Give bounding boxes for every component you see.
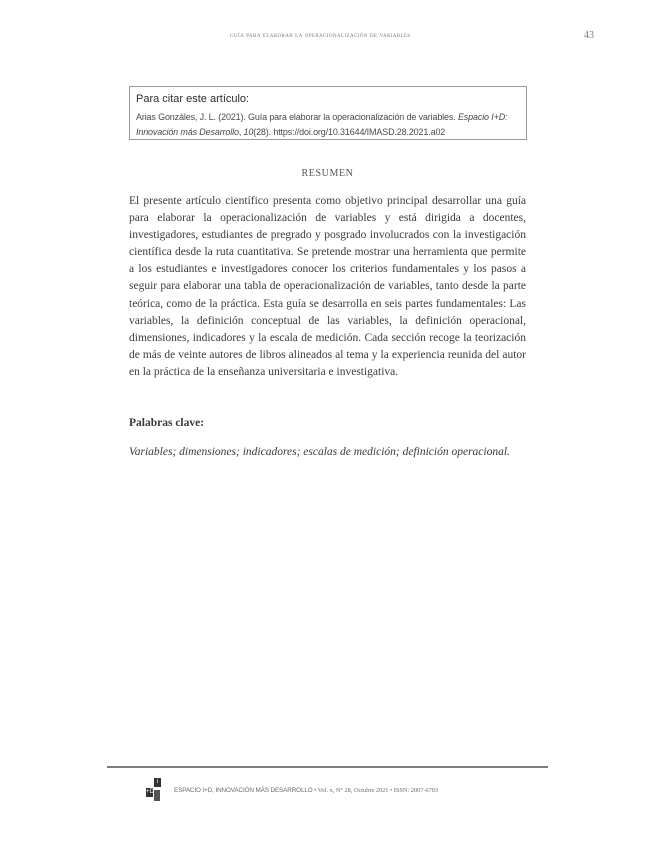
logo-square-bottom	[154, 790, 160, 801]
keywords-text: Variables; dimensiones; indicadores; escalas de medición; definición operacional.	[129, 446, 510, 458]
abstract-heading: RESUMEN	[301, 168, 354, 179]
footer-rule	[107, 766, 548, 768]
citation-volume: 10	[243, 127, 254, 137]
logo-square-left: +D	[146, 789, 154, 795]
running-head: guía para elaborar la operacionalización de variables	[230, 31, 411, 39]
citation-box	[129, 86, 527, 140]
citation-text	[136, 110, 521, 140]
citation-journal: Espacio I+D: Innovación más Desarrollo	[136, 112, 508, 137]
footer-text	[174, 787, 438, 794]
citation-authors: Arias Gonzáles, J. L. (2021). Guía para elaborar la operacionalización de variables.	[136, 112, 458, 122]
logo-square-top: i	[154, 778, 161, 787]
footer-volume: • Vol. x, N° 28, Octubre 2021	[314, 787, 389, 794]
footer-issn: • ISSN: 2007-6703	[390, 787, 439, 794]
citation-doi: (28). https://doi.org/10.31644/IMASD.28.2021.a02	[253, 127, 446, 137]
page-number: 43	[584, 30, 594, 41]
citation-title: Para citar este artículo:	[136, 93, 250, 105]
keywords-heading: Palabras clave:	[129, 417, 205, 429]
footer-journal: ESPACIO I+D, INNOVACIÓN MÁS DESARROLLO	[174, 787, 313, 794]
citation-volume-sep: ,	[238, 127, 244, 137]
journal-logo	[146, 778, 166, 802]
abstract-body: El presente artículo científico presenta como objetivo principal desarrollar una guía para elaborar la operacionalización de variables y está dirigida a docentes, investigadores, estudiantes de pregrado y posgrado involucrados con la investigación científica desde la ruta cuantitativa. Se pretende mostrar una herramienta que permite a los estudiantes e investigadores conocer los criterios fundamentales y los pasos a seguir para elaborar una tabla de operacionalización de variables, tanto desde la parte teórica, como de la práctica. Esta guía se desarrolla en seis partes fundamentales: Las variables, la definición conceptual de las variables, la definición operacional, dimensiones, indicadores y la escala de medición. Cada sección recoge la teorización de más de veinte autores de libros alineados al tema y la experiencia reunida del autor en la práctica de la enseñanza universitaria e investigativa.	[129, 195, 526, 378]
